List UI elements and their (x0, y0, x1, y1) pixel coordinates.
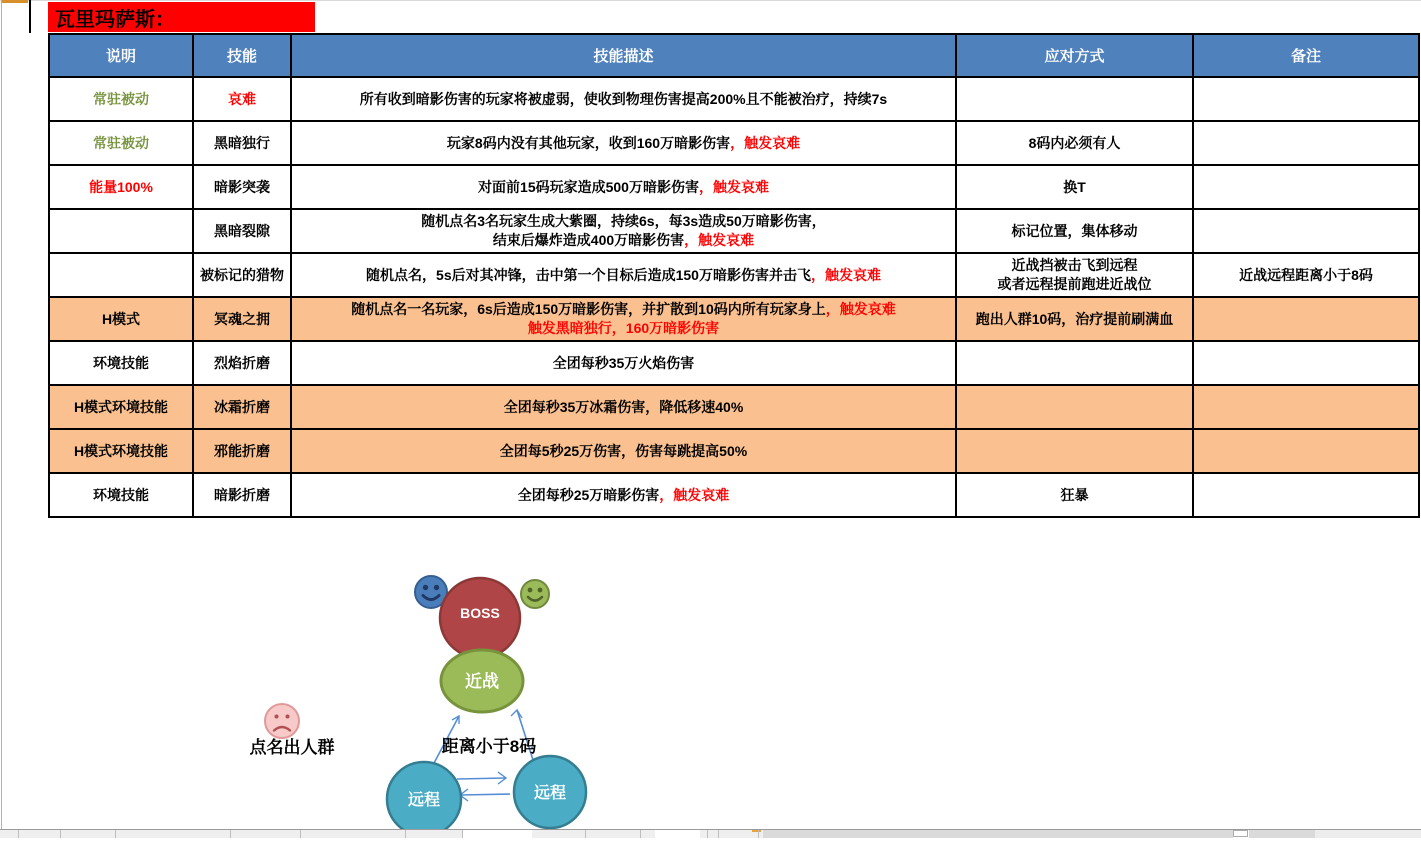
description-segment: 随机点名3名玩家生成大紫圈，持续6s，每3s造成50万暗影伤害， (421, 213, 826, 229)
cell-skill[interactable]: 烈焰折磨 (193, 341, 291, 385)
melee-circle[interactable] (441, 650, 523, 712)
column-header-note[interactable]: 备注 (1193, 34, 1419, 77)
distance-label: 距离小于8码 (441, 737, 537, 756)
cell-response[interactable] (956, 121, 1193, 165)
cell-description[interactable] (291, 473, 956, 517)
cell-description[interactable] (291, 253, 956, 297)
description-line (294, 90, 953, 109)
cell-category[interactable] (49, 253, 193, 297)
description-line (294, 178, 953, 197)
cell-note[interactable] (1193, 165, 1419, 209)
cell-description[interactable] (291, 165, 956, 209)
boss-ability-table-body (49, 77, 1419, 517)
cell-note[interactable] (1193, 209, 1419, 253)
cell-category[interactable]: 能量100% (49, 165, 193, 209)
description-segment: ，触发哀难 (684, 232, 755, 248)
cell-response[interactable] (956, 341, 1193, 385)
response-line: 或者远程提前跑进近战位 (997, 276, 1152, 292)
cell-skill[interactable]: 冰霜折磨 (193, 385, 291, 429)
cell-description[interactable] (291, 77, 956, 121)
response-line: 狂暴 (1060, 486, 1089, 503)
positioning-diagram (240, 558, 660, 838)
description-line (294, 212, 953, 231)
cell-note[interactable] (1193, 77, 1419, 121)
scrollbar-track-left[interactable] (763, 830, 1233, 838)
table-row (49, 121, 1419, 165)
description-segment: 全团每秒35万冰霜伤害，降低移速40% (503, 398, 744, 415)
sheet-left-edge (1, 0, 2, 838)
ranged-right-label: 远程 (533, 785, 567, 802)
column-header-skill[interactable]: 技能 (193, 34, 291, 77)
description-segment: ，触发哀难 (730, 134, 801, 151)
cell-response[interactable] (956, 473, 1193, 517)
bottom-light-segment (1315, 830, 1421, 838)
cell-skill[interactable]: 被标记的猎物 (193, 253, 291, 297)
cell-category[interactable]: 环境技能 (49, 341, 193, 385)
boss-circle-label: BOSS (460, 605, 500, 621)
cell-response[interactable] (956, 297, 1193, 341)
scrollbar-track-right[interactable] (1249, 830, 1315, 838)
table-row (49, 473, 1419, 517)
cell-description[interactable] (291, 385, 956, 429)
response-line: 跑出人群10码，治疗提前刷满血 (975, 310, 1174, 327)
description-segment: ，触发哀难 (825, 301, 896, 317)
response-line: 标记位置，集体移动 (1011, 222, 1138, 239)
cell-description[interactable] (291, 297, 956, 341)
column-header-response[interactable]: 应对方式 (956, 34, 1193, 77)
cell-response[interactable] (956, 77, 1193, 121)
column-header-description[interactable]: 技能描述 (291, 34, 956, 77)
description-segment: 触发黑暗独行，160万暗影伤害 (527, 320, 720, 336)
table-row (49, 385, 1419, 429)
description-segment: 全团每秒35万火焰伤害 (552, 354, 695, 371)
cell-note[interactable] (1193, 121, 1419, 165)
description-segment: 全团每秒25万暗影伤害 (517, 486, 660, 503)
boss-ability-table (48, 33, 1420, 518)
description-segment: 结束后爆炸造成400万暗影伤害 (492, 232, 685, 248)
cell-skill[interactable]: 哀难 (193, 77, 291, 121)
positioning-diagram-svg (240, 558, 660, 838)
description-segment: ，触发哀难 (659, 486, 730, 503)
pink-sad-face-icon[interactable] (265, 704, 299, 738)
description-line (294, 319, 953, 338)
description-segment: 所有收到暗影伤害的玩家将被虚弱，使收到物理伤害提高200%且不能被治疗，持续7s (359, 90, 888, 107)
cell-skill[interactable]: 邪能折磨 (193, 429, 291, 473)
cell-category[interactable]: H模式 (49, 297, 193, 341)
description-segment: 全团每5秒25万伤害，伤害每跳提高50% (499, 442, 748, 459)
cell-note[interactable]: 近战远程距离小于8码 (1193, 253, 1419, 297)
arrow-ranged-right-to-left (460, 789, 510, 801)
cell-note[interactable] (1193, 429, 1419, 473)
table-row (49, 253, 1419, 297)
sheet-bottom-edge (0, 829, 1421, 838)
ranged-left-label: 远程 (407, 792, 441, 809)
description-segment: 对面前15码玩家造成500万暗影伤害 (478, 178, 699, 195)
sheet-top-edge (0, 0, 1421, 1)
description-segment: ，触发哀难 (698, 178, 769, 195)
cell-skill[interactable]: 黑暗裂隙 (193, 209, 291, 253)
cell-note[interactable] (1193, 341, 1419, 385)
bottom-orange-tick (752, 830, 761, 832)
column-header-category[interactable]: 说明 (49, 34, 193, 77)
description-segment: ，触发哀难 (810, 266, 881, 283)
table-row (49, 165, 1419, 209)
boss-title-cell[interactable] (48, 2, 315, 32)
cell-category[interactable] (49, 209, 193, 253)
description-line (294, 398, 953, 417)
ranged-right-circle[interactable] (514, 756, 586, 828)
table-row (49, 77, 1419, 121)
green-smiley-icon[interactable] (521, 580, 549, 608)
callout-label: 点名出人群 (249, 738, 335, 757)
bottom-cells-left[interactable] (0, 830, 463, 838)
cell-response[interactable] (956, 253, 1193, 297)
cell-description[interactable] (291, 429, 956, 473)
response-line: 换T (1063, 178, 1086, 195)
description-segment: 玩家8码内没有其他玩家，收到160万暗影伤害 (446, 134, 731, 151)
cell-skill[interactable]: 暗影突袭 (193, 165, 291, 209)
response-line: 8码内必须有人 (1028, 134, 1121, 151)
description-segment: 随机点名一名玩家，6s后造成150万暗影伤害，并扩散到10码内所有玩家身上 (351, 301, 826, 317)
header-row (49, 34, 1419, 77)
cell-response[interactable] (956, 429, 1193, 473)
arrow-ranged-left-to-right (457, 772, 506, 784)
description-line (294, 486, 953, 505)
cell-category[interactable]: 环境技能 (49, 473, 193, 517)
response-line: 近战挡被击飞到远程 (1011, 257, 1138, 273)
description-line (294, 354, 953, 373)
table-row (49, 297, 1419, 341)
cell-note[interactable] (1193, 297, 1419, 341)
cell-description[interactable] (291, 341, 956, 385)
melee-circle-label: 近战 (465, 672, 499, 691)
scrollbar-thumb[interactable] (1233, 830, 1248, 837)
table-row (49, 341, 1419, 385)
cell-response[interactable] (956, 209, 1193, 253)
description-line (294, 231, 953, 250)
description-line (294, 300, 953, 319)
cell-category[interactable]: 常驻被动 (49, 121, 193, 165)
cell-skill[interactable]: 冥魂之拥 (193, 297, 291, 341)
ranged-left-circle[interactable] (387, 762, 461, 836)
cell-description[interactable] (291, 121, 956, 165)
cell-description[interactable] (291, 209, 956, 253)
top-cell-border-stub (29, 0, 31, 33)
boss-title: 瓦里玛萨斯： (55, 8, 175, 31)
description-line (294, 134, 953, 153)
cell-category[interactable]: H模式环境技能 (49, 429, 193, 473)
description-line (294, 442, 953, 461)
cell-skill[interactable]: 暗影折磨 (193, 473, 291, 517)
bottom-cells-mid[interactable] (532, 830, 655, 838)
table-row (49, 209, 1419, 253)
top-left-orange-cell-border (2, 0, 28, 3)
cell-category[interactable]: 常驻被动 (49, 77, 193, 121)
description-segment: 随机点名，5s后对其冲锋，击中第一个目标后造成150万暗影伤害并击飞 (366, 266, 811, 283)
cell-note[interactable] (1193, 385, 1419, 429)
table-row (49, 429, 1419, 473)
cell-skill[interactable]: 黑暗独行 (193, 121, 291, 165)
boss-circle[interactable] (440, 578, 520, 658)
cell-response[interactable] (956, 385, 1193, 429)
cell-category[interactable]: H模式环境技能 (49, 385, 193, 429)
description-line (294, 266, 953, 285)
cell-response[interactable] (956, 165, 1193, 209)
cell-note[interactable] (1193, 473, 1419, 517)
